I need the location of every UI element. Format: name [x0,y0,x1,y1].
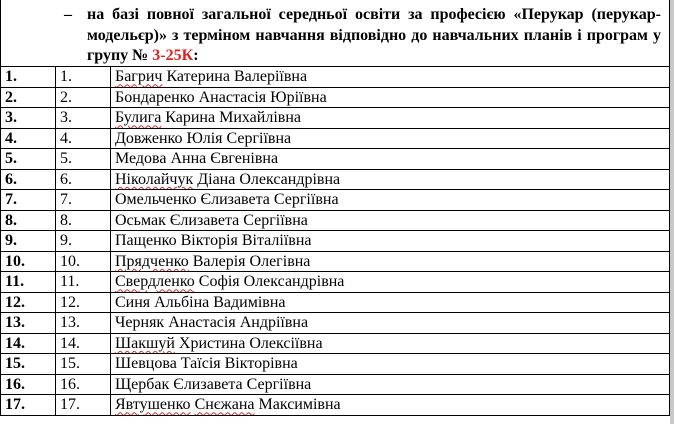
row-number: 17. [1,395,56,416]
name-text: Черняк Анастасія Андріївна [115,314,309,332]
row-number: 10. [1,251,56,272]
table-row [1,374,670,395]
table-row [1,231,670,252]
table-row [1,395,670,416]
table-row [1,169,670,190]
group-row-number: 12. [56,292,111,313]
table-row [1,128,670,149]
row-number: 9. [1,231,56,252]
student-name [111,313,670,334]
name-text: Максимівна [254,396,341,414]
table-row [1,272,670,293]
name-text: Довженко Юлія Сергіївна [115,129,292,147]
student-name [111,374,670,395]
group-row-number: 4. [56,128,111,149]
row-number: 1. [1,67,56,88]
student-name [111,87,670,108]
row-number: 14. [1,333,56,354]
table-row [1,108,670,129]
group-row-number: 9. [56,231,111,252]
student-name [111,108,670,129]
group-row-number: 11. [56,272,111,293]
group-row-number: 17. [56,395,111,416]
spellcheck-word: Булига [115,109,162,127]
row-number: 11. [1,272,56,293]
name-text: Шевцова Таїсія Вікторівна [115,355,298,373]
table-row [1,67,670,88]
name-text: Софія Олександрівна [194,273,345,291]
student-name [111,67,670,88]
heading-body: на базі повної загальної середньої освіти за професією «Перукар (перукар-модельєр)» з терміном навчання відповідно до навчальних планів і програм у групу № [87,6,661,64]
name-text: Щербак Єлизавета Сергіївна [115,375,312,393]
row-number: 4. [1,128,56,149]
student-name [111,333,670,354]
name-text: Карина Михайлівна [161,109,301,127]
group-row-number: 7. [56,190,111,211]
page-shadow [670,0,674,424]
student-name [111,251,670,272]
name-text: Діана Олександрівна [193,170,341,188]
row-number: 5. [1,149,56,170]
student-name [111,169,670,190]
table-row [1,87,670,108]
student-name [111,128,670,149]
group-row-number: 2. [56,87,111,108]
table-row [1,149,670,170]
group-row-number: 5. [56,149,111,170]
group-row-number: 16. [56,374,111,395]
row-number: 16. [1,374,56,395]
group-row-number: 10. [56,251,111,272]
name-text: Синя Альбіна Вадимівна [115,293,286,311]
name-text: Бондаренко Анастасія Юріївна [115,88,327,106]
group-row-number: 1. [56,67,111,88]
spellcheck-word: Прядченко [115,252,189,270]
table-row [1,292,670,313]
student-name [111,149,670,170]
row-number: 12. [1,292,56,313]
table-row [1,333,670,354]
group-row-number: 6. [56,169,111,190]
name-text: Осьмак Єлизавета Сергіївна [115,211,308,229]
name-text: Омельченко Єлизавета Сергіївна [115,191,339,209]
row-number: 2. [1,87,56,108]
spellcheck-word: Явтушенко [115,396,191,414]
student-name [111,292,670,313]
name-text: Катерина Валеріївна [162,68,308,86]
name-text: Медова Анна Євгенівна [115,150,279,168]
group-row-number: 3. [56,108,111,129]
group-row-number: 15. [56,354,111,375]
table-row [1,354,670,375]
row-number: 7. [1,190,56,211]
student-name [111,395,670,416]
student-name [111,190,670,211]
section-heading [0,0,670,67]
spellcheck-word: Ніколайчук [115,170,194,188]
group-row-number: 8. [56,210,111,231]
spellcheck-word: Свердленко [115,273,195,291]
table-row [1,251,670,272]
row-number: 3. [1,108,56,129]
row-number: 15. [1,354,56,375]
name-text: Христина Олексіївна [174,334,323,352]
student-name [111,210,670,231]
spellcheck-word: Снєжана [194,396,255,414]
table-row [1,210,670,231]
student-name [111,272,670,293]
group-number: 3-25К [152,47,194,64]
student-name [111,354,670,375]
spellcheck-word: Багрич [115,68,163,86]
group-row-number: 13. [56,313,111,334]
heading-colon: : [193,47,199,64]
name-text: Валерія Олегівна [188,252,311,270]
table-row [1,313,670,334]
list-dash: – [64,6,72,23]
heading-text [87,5,661,67]
table-row [1,190,670,211]
row-number: 6. [1,169,56,190]
student-name [111,231,670,252]
student-table [0,66,670,416]
row-number: 13. [1,313,56,334]
row-number: 8. [1,210,56,231]
name-text: Пащенко Вікторія Віталіївна [115,232,312,250]
group-row-number: 14. [56,333,111,354]
spellcheck-word: Шакшуй [115,334,175,352]
